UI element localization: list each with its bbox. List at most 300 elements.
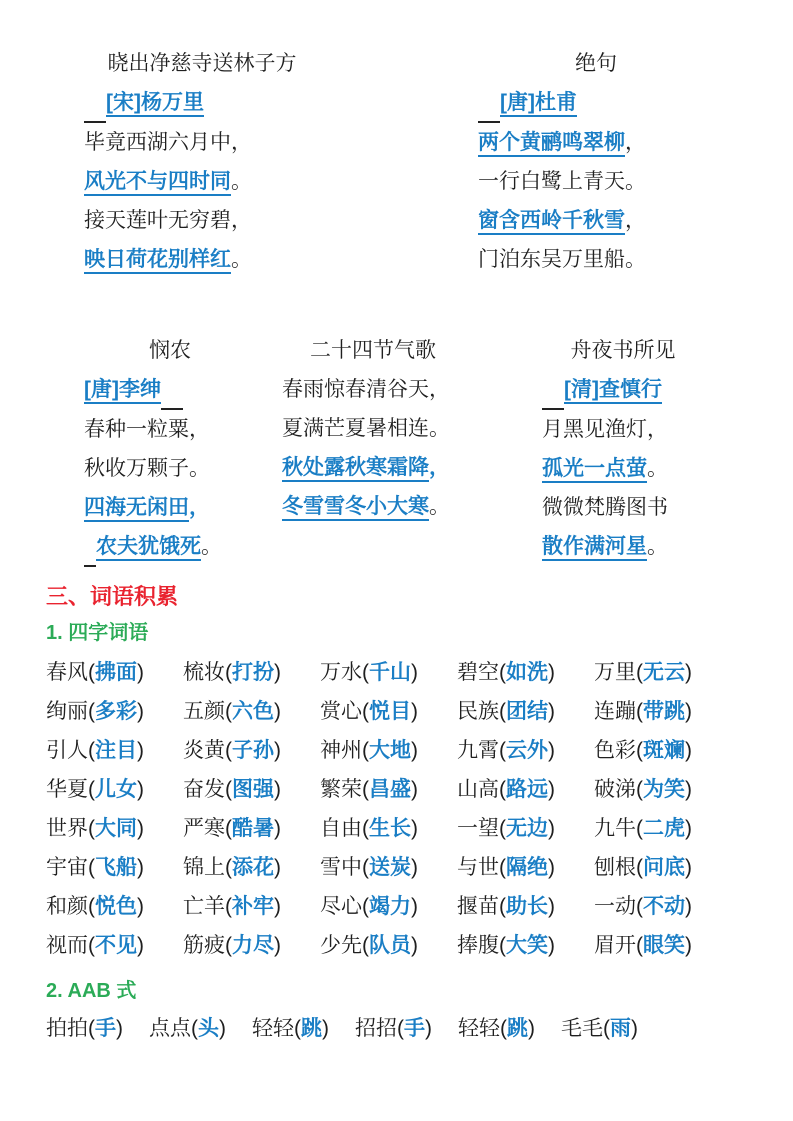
word-cell bbox=[183, 887, 320, 926]
paren-open: ( bbox=[362, 778, 369, 801]
poem-author-text: [清]查慎行 bbox=[564, 378, 662, 404]
paren-open: ( bbox=[499, 739, 506, 762]
word-cell bbox=[46, 653, 183, 692]
word-answer: 手 bbox=[404, 1017, 425, 1040]
poem-line-punct: 。 bbox=[625, 170, 646, 193]
word-cell bbox=[594, 731, 731, 770]
paren-open: ( bbox=[88, 700, 95, 723]
word-answer: 六色 bbox=[232, 700, 274, 723]
paren-open: ( bbox=[225, 700, 232, 723]
word-prefix: 轻轻 bbox=[458, 1017, 500, 1040]
word-cell bbox=[320, 848, 457, 887]
paren-close: ) bbox=[274, 700, 281, 723]
word-cell bbox=[320, 809, 457, 848]
word-prefix: 一望 bbox=[457, 817, 499, 840]
word-cell bbox=[183, 848, 320, 887]
subsection-aab: 2. AAB 式 bbox=[46, 980, 137, 1002]
paren-close: ) bbox=[548, 661, 555, 684]
word-prefix: 与世 bbox=[457, 856, 499, 879]
poem-line-text: 月黑见渔灯 bbox=[542, 418, 647, 441]
paren-open: ( bbox=[225, 739, 232, 762]
paren-close: ) bbox=[411, 700, 418, 723]
word-answer: 添花 bbox=[232, 856, 274, 879]
paren-open: ( bbox=[636, 895, 643, 918]
poem-line-text: 农夫犹饿死 bbox=[96, 535, 201, 561]
underline-pad bbox=[161, 387, 183, 410]
word-prefix: 招招 bbox=[355, 1017, 397, 1040]
word-cell bbox=[458, 1009, 535, 1048]
word-answer: 儿女 bbox=[95, 778, 137, 801]
word-answer: 带跳 bbox=[643, 700, 685, 723]
paren-open: ( bbox=[362, 817, 369, 840]
paren-close: ) bbox=[548, 856, 555, 879]
poem-line-punct: 。 bbox=[429, 495, 450, 518]
poem-line-text: 春种一粒粟 bbox=[84, 418, 189, 441]
word-cell bbox=[183, 926, 320, 965]
paren-close: ) bbox=[274, 739, 281, 762]
poem-author-text: [唐]李绅 bbox=[84, 378, 161, 404]
paren-open: ( bbox=[88, 739, 95, 762]
paren-open: ( bbox=[500, 1017, 507, 1040]
word-answer: 云外 bbox=[506, 739, 548, 762]
paren-close: ) bbox=[528, 1017, 535, 1040]
word-prefix: 神州 bbox=[320, 739, 362, 762]
word-prefix: 梳妆 bbox=[183, 661, 225, 684]
poem-author bbox=[84, 83, 320, 123]
word-answer: 子孙 bbox=[232, 739, 274, 762]
paren-close: ) bbox=[685, 934, 692, 957]
poem-line bbox=[478, 123, 714, 162]
paren-open: ( bbox=[499, 700, 506, 723]
paren-open: ( bbox=[362, 934, 369, 957]
word-answer: 为笑 bbox=[643, 778, 685, 801]
paren-close: ) bbox=[548, 739, 555, 762]
paren-close: ) bbox=[137, 661, 144, 684]
poem-line-text: 微微梵腾图书 bbox=[542, 496, 668, 519]
paren-open: ( bbox=[499, 895, 506, 918]
word-cell bbox=[46, 887, 183, 926]
poem-line-punct: 。 bbox=[625, 248, 646, 271]
word-answer: 竭力 bbox=[369, 895, 411, 918]
paren-close: ) bbox=[274, 778, 281, 801]
word-cell bbox=[355, 1009, 432, 1048]
word-prefix: 繁荣 bbox=[320, 778, 362, 801]
word-answer: 无云 bbox=[643, 661, 685, 684]
paren-close: ) bbox=[411, 661, 418, 684]
word-cell bbox=[457, 809, 594, 848]
word-answer: 如洗 bbox=[506, 661, 548, 684]
poem-line bbox=[478, 162, 714, 201]
poem-line-text: 春雨惊春清谷天 bbox=[282, 378, 429, 401]
aab-word-row bbox=[0, 1009, 793, 1048]
word-answer: 隔绝 bbox=[506, 856, 548, 879]
word-prefix: 点点 bbox=[149, 1017, 191, 1040]
poem-line-text: 冬雪雪冬小大寒 bbox=[282, 495, 429, 521]
poem-line-text: 散作满河星 bbox=[542, 535, 647, 561]
word-answer: 跳 bbox=[301, 1017, 322, 1040]
poem-line bbox=[542, 488, 704, 527]
poem-line-text: 两个黄鹂鸣翠柳 bbox=[478, 131, 625, 157]
word-cell bbox=[183, 653, 320, 692]
word-answer: 问底 bbox=[643, 856, 685, 879]
word-cell bbox=[149, 1009, 226, 1048]
word-answer: 头 bbox=[198, 1017, 219, 1040]
poem bbox=[542, 331, 704, 566]
word-answer: 不动 bbox=[643, 895, 685, 918]
poem-author-text: [唐]杜甫 bbox=[500, 91, 577, 117]
paren-close: ) bbox=[411, 856, 418, 879]
paren-close: ) bbox=[685, 817, 692, 840]
four-char-word-grid bbox=[0, 653, 793, 965]
word-prefix: 自由 bbox=[320, 817, 362, 840]
poem-line-punct: 。 bbox=[201, 535, 222, 558]
poem-line bbox=[282, 487, 464, 526]
poem-title: 悯农 bbox=[149, 339, 191, 362]
word-prefix: 色彩 bbox=[594, 739, 636, 762]
paren-close: ) bbox=[548, 895, 555, 918]
paren-close: ) bbox=[685, 856, 692, 879]
word-answer: 千山 bbox=[369, 661, 411, 684]
poem-line-text: 秋处露秋寒霜降 bbox=[282, 456, 429, 482]
word-prefix: 世界 bbox=[46, 817, 88, 840]
poem-line-punct: ， bbox=[647, 418, 668, 441]
poem-line-punct: ， bbox=[189, 496, 210, 519]
paren-close: ) bbox=[274, 934, 281, 957]
poem-line-text: 毕竟西湖六月中 bbox=[84, 131, 231, 154]
poem-line-text: 接天莲叶无穷碧 bbox=[84, 209, 231, 232]
word-answer: 助长 bbox=[506, 895, 548, 918]
word-prefix: 奋发 bbox=[183, 778, 225, 801]
poem-line bbox=[282, 409, 464, 448]
paren-close: ) bbox=[685, 739, 692, 762]
paren-open: ( bbox=[191, 1017, 198, 1040]
word-answer: 酷暑 bbox=[232, 817, 274, 840]
paren-close: ) bbox=[685, 661, 692, 684]
poem-line-text: 四海无闲田 bbox=[84, 496, 189, 522]
word-answer: 悦色 bbox=[95, 895, 137, 918]
paren-close: ) bbox=[274, 817, 281, 840]
poem-title: 二十四节气歌 bbox=[310, 339, 436, 362]
paren-open: ( bbox=[225, 661, 232, 684]
word-cell bbox=[457, 770, 594, 809]
paren-close: ) bbox=[137, 856, 144, 879]
poem-line-text: 门泊东吴万里船 bbox=[478, 248, 625, 271]
word-cell bbox=[594, 809, 731, 848]
word-cell bbox=[320, 926, 457, 965]
word-prefix: 揠苗 bbox=[457, 895, 499, 918]
word-cell bbox=[457, 887, 594, 926]
poem-line-punct: ， bbox=[625, 131, 646, 154]
poem-line-text: 风光不与四时同 bbox=[84, 170, 231, 196]
word-prefix: 华夏 bbox=[46, 778, 88, 801]
poem-line-punct: 。 bbox=[231, 248, 252, 271]
word-prefix: 九霄 bbox=[457, 739, 499, 762]
paren-open: ( bbox=[362, 739, 369, 762]
poem-line bbox=[84, 162, 320, 201]
paren-open: ( bbox=[636, 661, 643, 684]
word-prefix: 引人 bbox=[46, 739, 88, 762]
word-prefix: 雪中 bbox=[320, 856, 362, 879]
word-cell bbox=[457, 653, 594, 692]
word-prefix: 连蹦 bbox=[594, 700, 636, 723]
word-answer: 拂面 bbox=[95, 661, 137, 684]
word-prefix: 绚丽 bbox=[46, 700, 88, 723]
paren-close: ) bbox=[274, 856, 281, 879]
word-prefix: 少先 bbox=[320, 934, 362, 957]
word-cell bbox=[320, 731, 457, 770]
subsection-four-char-words: 1. 四字词语 bbox=[46, 622, 149, 644]
word-cell bbox=[320, 653, 457, 692]
word-answer: 不见 bbox=[95, 934, 137, 957]
word-prefix: 春风 bbox=[46, 661, 88, 684]
word-cell bbox=[594, 926, 731, 965]
word-prefix: 炎黄 bbox=[183, 739, 225, 762]
paren-open: ( bbox=[499, 817, 506, 840]
paren-close: ) bbox=[116, 1017, 123, 1040]
paren-close: ) bbox=[411, 817, 418, 840]
poem-author-text: [宋]杨万里 bbox=[106, 91, 204, 117]
word-cell bbox=[183, 809, 320, 848]
word-prefix: 拍拍 bbox=[46, 1017, 88, 1040]
word-answer: 大地 bbox=[369, 739, 411, 762]
word-answer: 大同 bbox=[95, 817, 137, 840]
word-prefix: 民族 bbox=[457, 700, 499, 723]
paren-open: ( bbox=[88, 817, 95, 840]
poem-line bbox=[542, 410, 704, 449]
paren-open: ( bbox=[397, 1017, 404, 1040]
word-answer: 多彩 bbox=[95, 700, 137, 723]
word-cell bbox=[594, 848, 731, 887]
poem-line-punct: 。 bbox=[647, 535, 668, 558]
poem-line bbox=[84, 201, 320, 240]
poem-line-text: 秋收万颗子 bbox=[84, 457, 189, 480]
paren-open: ( bbox=[362, 700, 369, 723]
word-prefix: 一动 bbox=[594, 895, 636, 918]
paren-open: ( bbox=[636, 739, 643, 762]
poem-title: 舟夜书所见 bbox=[570, 339, 676, 362]
poem-line bbox=[282, 448, 464, 487]
word-cell bbox=[594, 653, 731, 692]
word-answer: 斑斓 bbox=[643, 739, 685, 762]
word-cell bbox=[320, 692, 457, 731]
poem-author bbox=[478, 83, 714, 123]
underline-pad bbox=[542, 387, 564, 410]
word-cell bbox=[457, 848, 594, 887]
paren-close: ) bbox=[548, 700, 555, 723]
poem-line-text: 一行白鹭上青天 bbox=[478, 170, 625, 193]
word-answer: 二虎 bbox=[643, 817, 685, 840]
paren-close: ) bbox=[274, 661, 281, 684]
word-answer: 补牢 bbox=[232, 895, 274, 918]
paren-open: ( bbox=[225, 817, 232, 840]
paren-open: ( bbox=[88, 856, 95, 879]
paren-open: ( bbox=[499, 934, 506, 957]
poem-line-text: 映日荷花别样红 bbox=[84, 248, 231, 274]
paren-close: ) bbox=[137, 700, 144, 723]
poem-line bbox=[84, 240, 320, 279]
poem-row-mid bbox=[0, 331, 793, 567]
paren-close: ) bbox=[548, 817, 555, 840]
poem-line-punct: ， bbox=[189, 418, 210, 441]
paren-open: ( bbox=[636, 817, 643, 840]
poem-line bbox=[84, 488, 256, 527]
paren-close: ) bbox=[137, 817, 144, 840]
word-prefix: 刨根 bbox=[594, 856, 636, 879]
word-prefix: 亡羊 bbox=[183, 895, 225, 918]
poem-line bbox=[478, 201, 714, 240]
poem-line-punct: ， bbox=[625, 209, 646, 232]
paren-close: ) bbox=[411, 778, 418, 801]
poem-author bbox=[542, 370, 704, 410]
paren-open: ( bbox=[225, 778, 232, 801]
word-cell bbox=[594, 692, 731, 731]
word-prefix: 尽心 bbox=[320, 895, 362, 918]
poem-line-punct: ， bbox=[231, 209, 252, 232]
underline-pad bbox=[84, 544, 96, 567]
paren-close: ) bbox=[631, 1017, 638, 1040]
paren-open: ( bbox=[362, 661, 369, 684]
paren-open: ( bbox=[636, 778, 643, 801]
poem-line-punct: ， bbox=[231, 131, 252, 154]
paren-close: ) bbox=[411, 739, 418, 762]
word-prefix: 五颜 bbox=[183, 700, 225, 723]
poem-line bbox=[84, 410, 256, 449]
word-prefix: 破涕 bbox=[594, 778, 636, 801]
word-cell bbox=[183, 731, 320, 770]
word-prefix: 眉开 bbox=[594, 934, 636, 957]
poem-line-text: 夏满芒夏暑相连 bbox=[282, 417, 429, 440]
word-prefix: 碧空 bbox=[457, 661, 499, 684]
paren-close: ) bbox=[137, 895, 144, 918]
word-prefix: 毛毛 bbox=[561, 1017, 603, 1040]
paren-open: ( bbox=[88, 1017, 95, 1040]
paren-open: ( bbox=[225, 934, 232, 957]
poem-line-punct: ， bbox=[429, 456, 450, 479]
word-cell bbox=[46, 770, 183, 809]
poem bbox=[84, 331, 256, 567]
word-answer: 飞船 bbox=[95, 856, 137, 879]
word-answer: 雨 bbox=[610, 1017, 631, 1040]
word-cell bbox=[46, 1009, 123, 1048]
poem-line bbox=[84, 527, 256, 567]
word-prefix: 万水 bbox=[320, 661, 362, 684]
paren-close: ) bbox=[548, 778, 555, 801]
paren-open: ( bbox=[636, 934, 643, 957]
poem-line-text: 孤光一点萤 bbox=[542, 457, 647, 483]
poem bbox=[282, 331, 464, 526]
paren-open: ( bbox=[294, 1017, 301, 1040]
word-prefix: 视而 bbox=[46, 934, 88, 957]
paren-close: ) bbox=[322, 1017, 329, 1040]
paren-open: ( bbox=[499, 661, 506, 684]
paren-open: ( bbox=[88, 778, 95, 801]
word-answer: 生长 bbox=[369, 817, 411, 840]
poem-row-top bbox=[0, 44, 793, 279]
word-cell bbox=[46, 848, 183, 887]
word-prefix: 万里 bbox=[594, 661, 636, 684]
poem-line-punct: 。 bbox=[231, 170, 252, 193]
poem-line bbox=[542, 527, 704, 566]
word-cell bbox=[457, 731, 594, 770]
word-cell bbox=[561, 1009, 638, 1048]
poem-line-punct: 。 bbox=[189, 457, 210, 480]
poem-line bbox=[478, 240, 714, 279]
word-answer: 大笑 bbox=[506, 934, 548, 957]
word-answer: 队员 bbox=[369, 934, 411, 957]
poem-line bbox=[84, 123, 320, 162]
word-cell bbox=[252, 1009, 329, 1048]
underline-pad bbox=[84, 100, 106, 123]
word-cell bbox=[46, 692, 183, 731]
word-answer: 路远 bbox=[506, 778, 548, 801]
paren-open: ( bbox=[225, 895, 232, 918]
word-prefix: 和颜 bbox=[46, 895, 88, 918]
word-answer: 团结 bbox=[506, 700, 548, 723]
paren-open: ( bbox=[362, 856, 369, 879]
word-prefix: 赏心 bbox=[320, 700, 362, 723]
section-heading: 三、词语积累 bbox=[46, 584, 179, 609]
paren-open: ( bbox=[88, 934, 95, 957]
poem-line-punct: ， bbox=[429, 378, 450, 401]
paren-open: ( bbox=[499, 856, 506, 879]
paren-close: ) bbox=[685, 895, 692, 918]
word-answer: 图强 bbox=[232, 778, 274, 801]
paren-open: ( bbox=[636, 700, 643, 723]
word-cell bbox=[183, 770, 320, 809]
word-cell bbox=[320, 887, 457, 926]
word-answer: 跳 bbox=[507, 1017, 528, 1040]
word-prefix: 锦上 bbox=[183, 856, 225, 879]
poem-line-punct: 。 bbox=[429, 417, 450, 440]
paren-close: ) bbox=[685, 700, 692, 723]
word-cell bbox=[46, 809, 183, 848]
word-prefix: 九牛 bbox=[594, 817, 636, 840]
paren-open: ( bbox=[499, 778, 506, 801]
word-answer: 送炭 bbox=[369, 856, 411, 879]
poem-line bbox=[84, 449, 256, 488]
word-prefix: 筋疲 bbox=[183, 934, 225, 957]
word-cell bbox=[457, 692, 594, 731]
poem-title: 绝句 bbox=[575, 52, 617, 75]
word-cell bbox=[46, 731, 183, 770]
paren-close: ) bbox=[137, 778, 144, 801]
word-answer: 悦目 bbox=[369, 700, 411, 723]
word-answer: 无边 bbox=[506, 817, 548, 840]
word-prefix: 宇宙 bbox=[46, 856, 88, 879]
word-prefix: 严寒 bbox=[183, 817, 225, 840]
word-cell bbox=[594, 770, 731, 809]
poem-line bbox=[542, 449, 704, 488]
word-cell bbox=[457, 926, 594, 965]
poem-title: 晓出净慈寺送林子方 bbox=[107, 52, 297, 75]
poem bbox=[478, 44, 714, 279]
word-cell bbox=[594, 887, 731, 926]
poem-line bbox=[282, 370, 464, 409]
paren-close: ) bbox=[137, 739, 144, 762]
word-cell bbox=[320, 770, 457, 809]
paren-close: ) bbox=[137, 934, 144, 957]
paren-open: ( bbox=[636, 856, 643, 879]
poem-author bbox=[84, 370, 256, 410]
paren-close: ) bbox=[425, 1017, 432, 1040]
underline-pad bbox=[478, 100, 500, 123]
poem-line-punct: 。 bbox=[647, 457, 668, 480]
word-answer: 手 bbox=[95, 1017, 116, 1040]
paren-close: ) bbox=[219, 1017, 226, 1040]
paren-open: ( bbox=[603, 1017, 610, 1040]
paren-close: ) bbox=[548, 934, 555, 957]
poem bbox=[84, 44, 320, 279]
